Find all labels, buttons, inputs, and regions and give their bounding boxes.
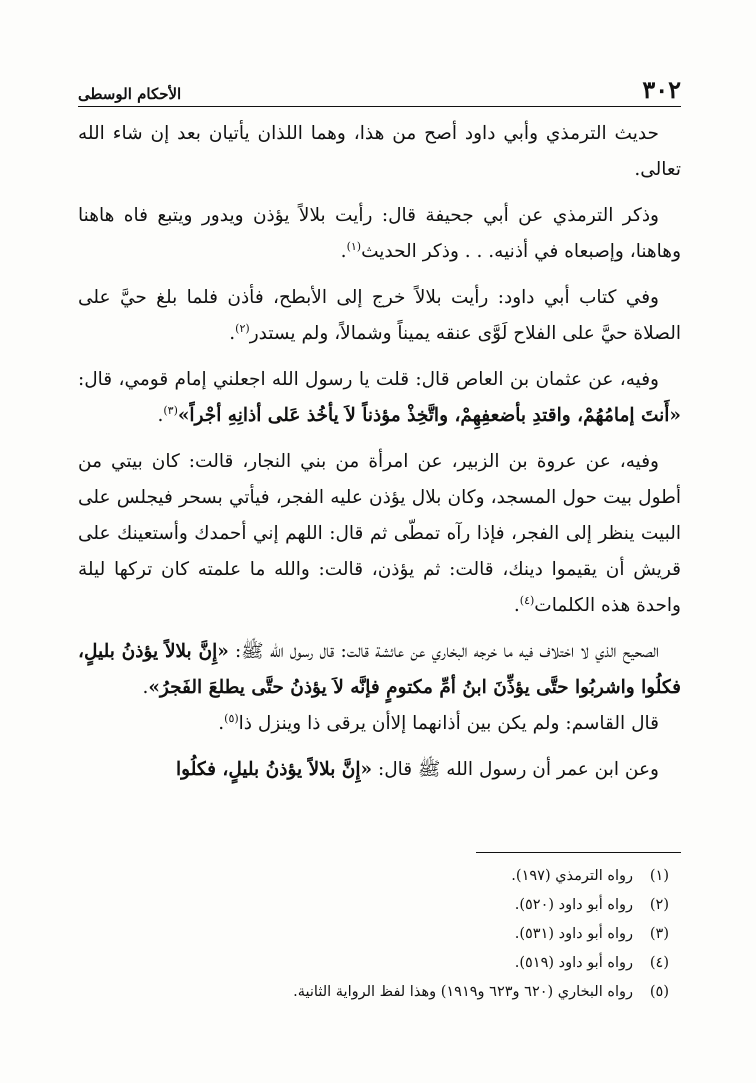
- footnote-number: (٥): [649, 984, 669, 1000]
- footnote-4: [78, 949, 669, 978]
- paragraph-5-end: .: [513, 595, 520, 616]
- footnote-ref-3[interactable]: (٣): [163, 403, 178, 417]
- footnote-2: [78, 891, 669, 920]
- footnote-text: رواه الترمذي (١٩٧).: [511, 868, 633, 884]
- hadith-quote-2: «إِنَّ بلالاً يؤذنُ بليلٍ، فكلُوا واشربُوا حتَّى يؤذِّنَ ابنُ أمِّ مكتومٍ فإنَّه لاَ يؤذنُ حتَّى يطلعَ الفَجرُ»: [78, 641, 681, 698]
- paragraph-4-intro: وفيه، عن عثمان بن العاص قال: قلت يا رسول الله اجعلني إمام قومي، قال:: [78, 369, 659, 390]
- paragraph-8: [78, 752, 681, 788]
- paragraph-3-end: .: [229, 323, 236, 344]
- paragraph-2-text: وذكر الترمذي عن أبي جحيفة قال: رأيت بلالاً يؤذن ويدور ويتبع فاه هاهنا وهاهنا، وإصبعاه في أذنيه. . . وذكر الحديث: [78, 205, 681, 262]
- footnote-text: رواه البخاري (٦٢٠ و٦٢٣ و١٩١٩) وهذا لفظ الرواية الثانية.: [293, 984, 633, 1000]
- footnote-ref-2[interactable]: (٢): [235, 321, 250, 335]
- paragraph-7: [78, 706, 681, 742]
- paragraph-8-intro: وعن ابن عمر أن رسول الله ﷺ قال:: [372, 759, 659, 780]
- footnote-ref-1[interactable]: (١): [346, 239, 362, 253]
- paragraph-5-text: وفيه، عن عروة بن الزبير، عن امرأة من بني النجار، قالت: كان بيتي من أطول بيت حول المسجد، وكان بلال يؤذن عليه الفجر، فيأتي بسحر فيجلس على البيت ينظر إلى الفجر، فإذا رآه تمطّى ثم قال: اللهم إني أحمدك وأستعينك على قريش أن يقيموا دينك، قالت: ثم يؤذن، قالت: والله ما علمته كان تركها ليلة واحدة هذه الكلمات: [78, 451, 681, 616]
- book-title: الأحكام الوسطى: [78, 85, 182, 103]
- footnote-text: رواه أبو داود (٥٣١).: [514, 926, 633, 942]
- paragraph-6: [78, 634, 681, 706]
- paragraph-6-end: .: [142, 677, 149, 698]
- footnote-separator: [476, 852, 681, 853]
- paragraph-5: [78, 444, 681, 624]
- paragraph-7-text: قال القاسم: ولم يكن بين أذانهما إلاأن يرقى ذا وينزل ذا: [238, 713, 659, 734]
- paragraph-1: [78, 116, 681, 188]
- paragraph-4: [78, 362, 681, 434]
- hadith-quote-3: «إِنَّ بلالاً يؤذنُ بليلٍ، فكلُوا: [176, 759, 373, 780]
- paragraph-6-intro: الصحيح الذي لا اختلاف فيه ما خرجه البخاري عن عائشة قالت: قال رسول الله ﷺ:: [228, 641, 659, 662]
- footnote-number: (١): [649, 868, 669, 884]
- footnote-number: (٤): [649, 955, 669, 971]
- paragraph-2-end: .: [340, 241, 347, 262]
- paragraph-7-end: .: [218, 713, 225, 734]
- footnote-number: (٢): [649, 897, 669, 913]
- footnote-text: رواه أبو داود (٥٢٠).: [514, 897, 633, 913]
- footnote-ref-4[interactable]: (٤): [519, 593, 535, 607]
- hadith-quote-1: «أَنتَ إمامُهُمْ، واقتدِ بأضعفِهِمْ، واتَّخِذْ مؤذناً لاَ يأخُذ عَلى أذانِهِ أجْراً»: [177, 405, 681, 426]
- footnotes: [78, 862, 681, 1007]
- footnote-ref-5[interactable]: (٥): [224, 711, 239, 725]
- paragraph-3: [78, 280, 681, 352]
- footnote-text: رواه أبو داود (٥١٩).: [514, 955, 633, 971]
- paragraph-2: [78, 198, 681, 270]
- footnote-3: [78, 920, 669, 949]
- page-number: ٣٠٢: [642, 75, 681, 104]
- paragraph-3-text: وفي كتاب أبي داود: رأيت بلالاً خرج إلى الأبطح، فأذن فلما بلغ حيَّ على الصلاة حيَّ على الفلاح لَوَّى عنقه يميناً وشمالاً، ولم يستدر: [78, 287, 681, 344]
- paragraph-1-text: حديث الترمذي وأبي داود أصح من هذا، وهما اللذان يأتيان بعد إن شاء الله تعالى.: [78, 123, 681, 180]
- paragraph-4-end: .: [157, 405, 164, 426]
- footnote-number: (٣): [649, 926, 669, 942]
- running-head: [78, 75, 681, 107]
- body-text: [78, 116, 681, 798]
- footnote-1: [78, 862, 669, 891]
- footnote-5: [78, 978, 669, 1007]
